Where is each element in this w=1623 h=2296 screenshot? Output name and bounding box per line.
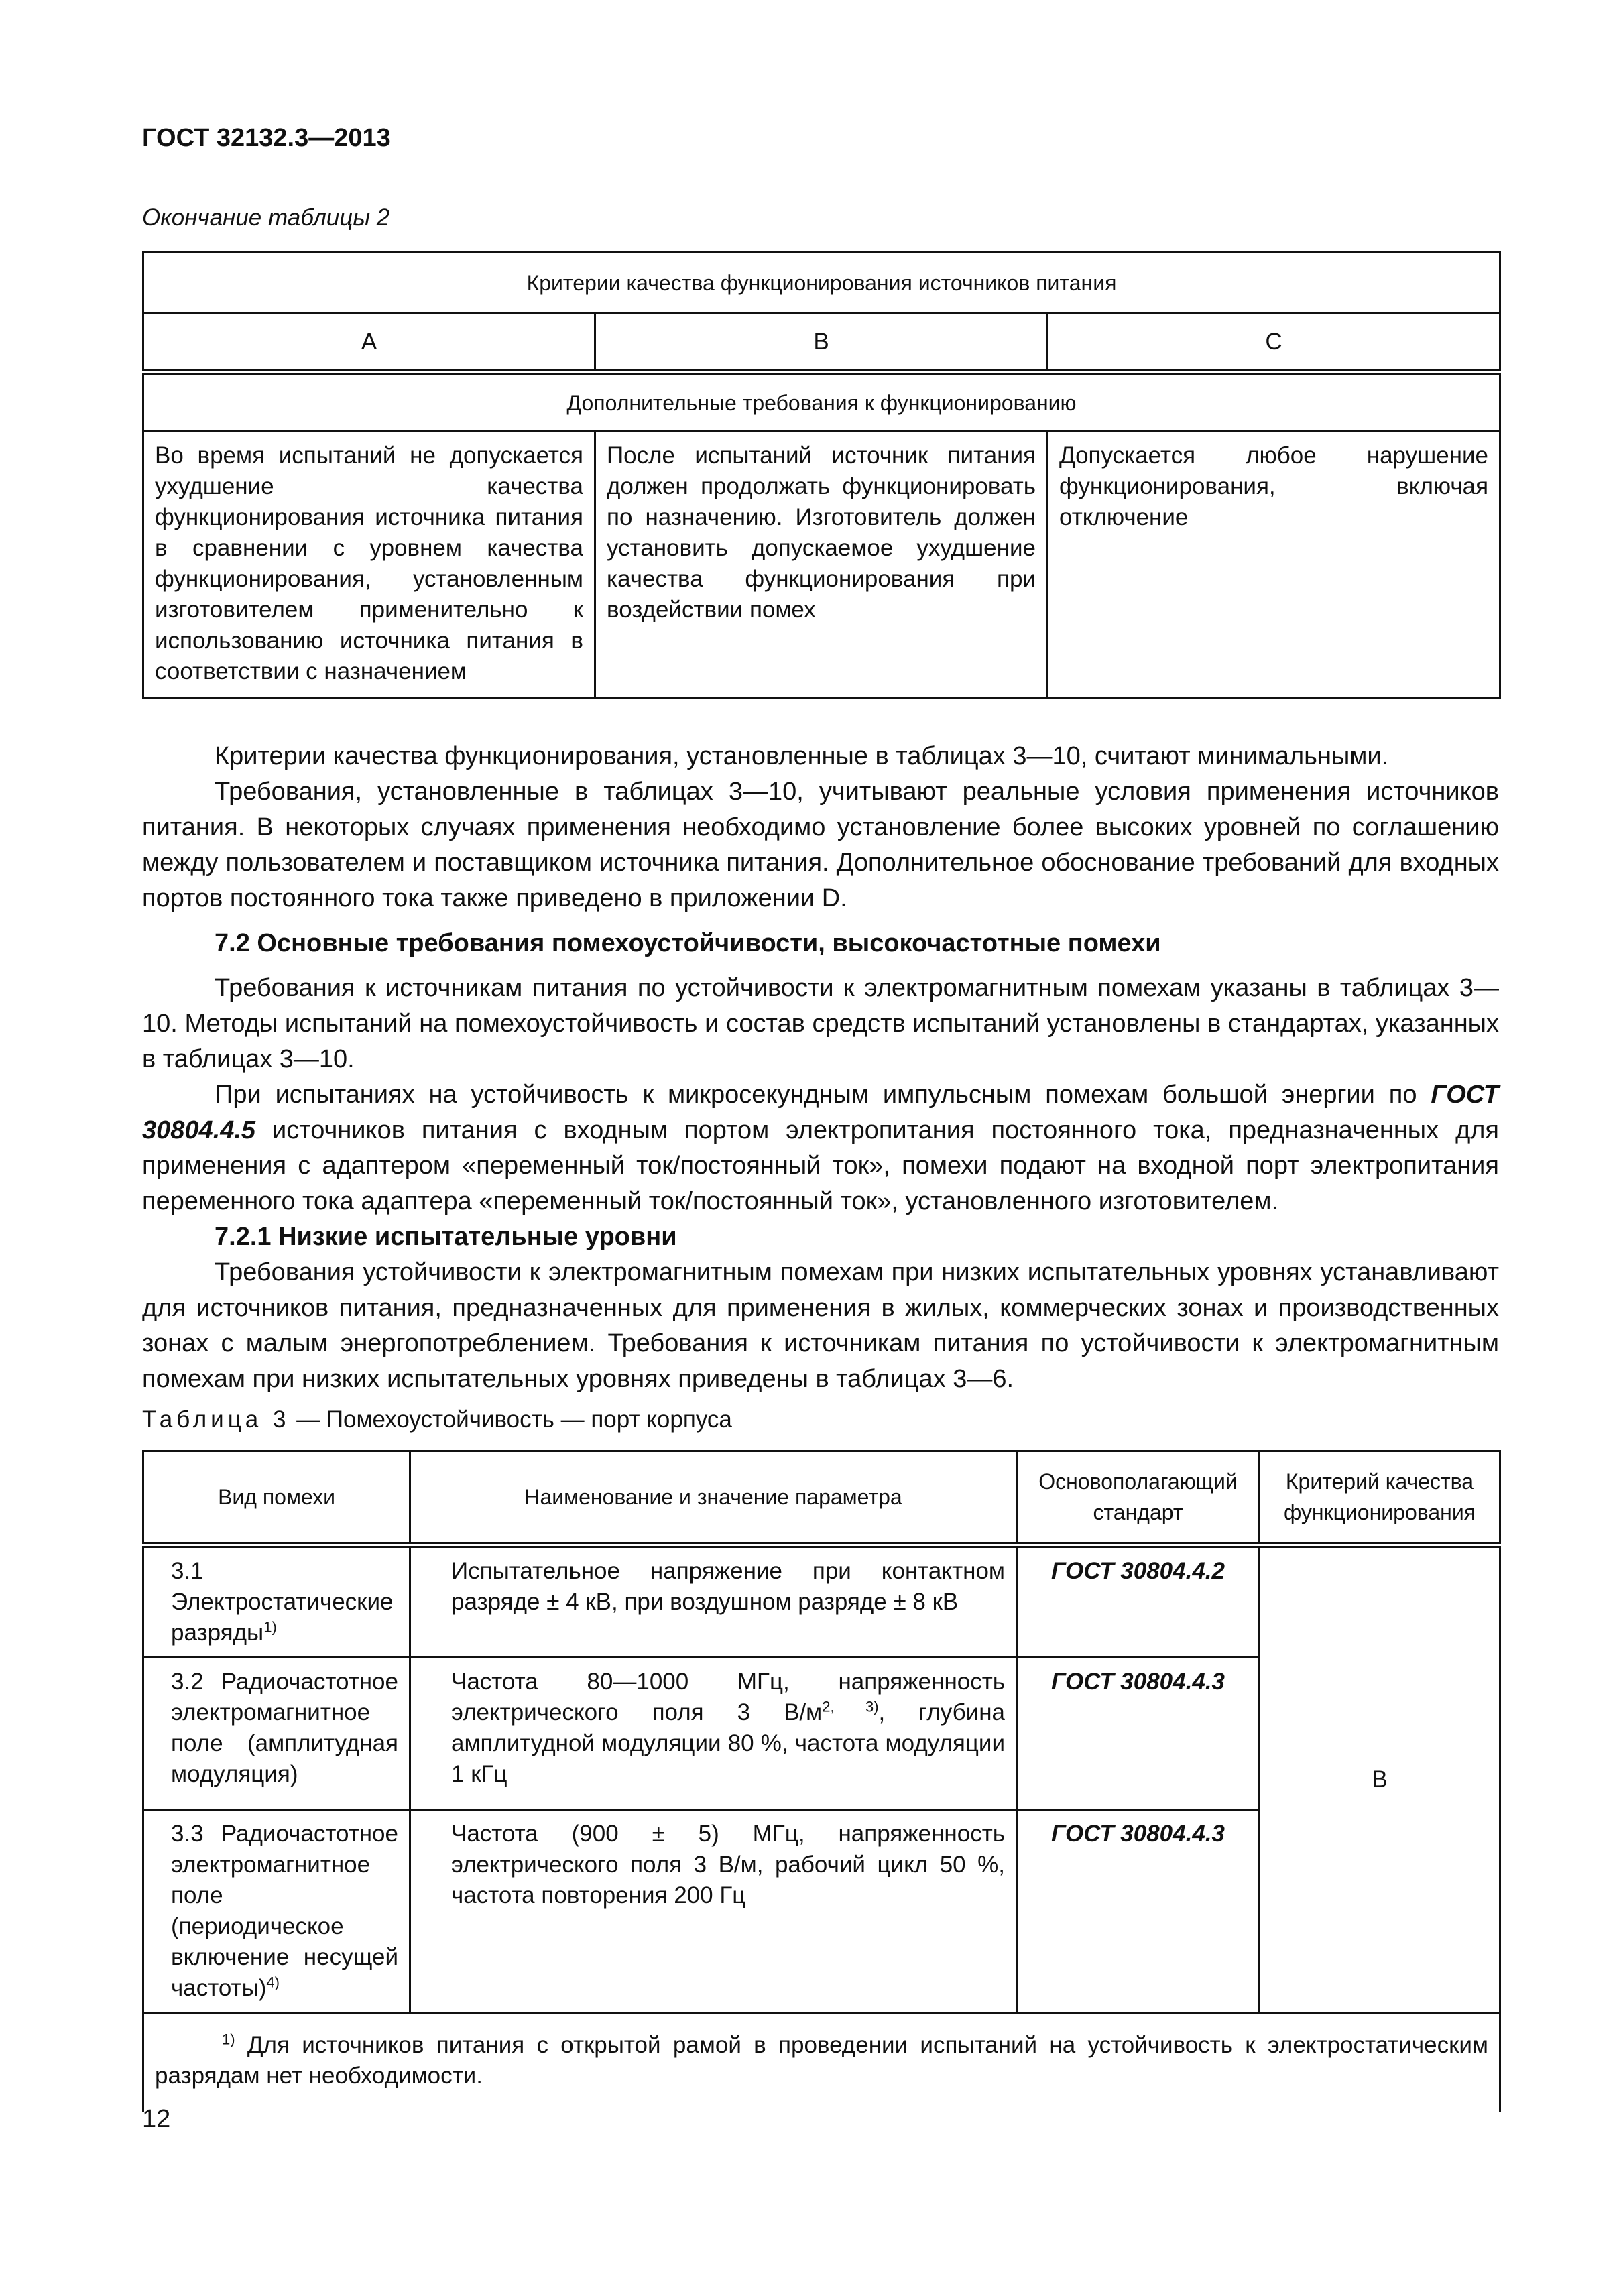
table2-column-b: B	[595, 314, 1048, 373]
table3-footnote: $^{1)}$ Для источников питания с открытой рамой в проведении испытаний на устойчивость к электростатическим разрядам нет необходимости.	[143, 2013, 1500, 2112]
table2-cell-a: Во время испытаний не допускается ухудшение качества функционирования источника питания в сравнении с уровнем качества функционирования, установленным изготовителем применительно к использованию источника питания в соответствии с назначением	[143, 432, 595, 698]
table3-kind-cell: 3.1 Электростатические разряды$^{1)}$	[143, 1545, 410, 1658]
table3-standard-cell: ГОСТ 30804.4.3	[1017, 1658, 1260, 1810]
table2-cell-c: Допускается любое нарушение функционирования, включая отключение	[1048, 432, 1500, 698]
table3-standard-cell: ГОСТ 30804.4.3	[1017, 1810, 1260, 2013]
document-header: ГОСТ 32132.3—2013	[142, 124, 391, 152]
table3-criterion-cell: B	[1260, 1545, 1500, 2013]
gost-reference: ГОСТ 30804.4.5	[142, 1081, 1499, 1144]
paragraph: Требования устойчивости к электромагнитным помехам при низких испытательных уровнях устанавливают для источников питания, предназначенных для применения в жилых, коммерческих зонах и производственных зонах с малым энергопотреблением. Требования к источникам питания по устойчивости к электромагнитным помехам при низких испытательных уровнях приведены в таблицах 3—6.	[142, 1258, 1499, 1393]
table2-caption: Окончание таблицы 2	[142, 204, 390, 231]
section-heading-7-2-1: 7.2.1 Низкие испытательные уровни	[215, 1223, 677, 1251]
table-2	[142, 251, 1501, 699]
table3-standard-cell: ГОСТ 30804.4.2	[1017, 1545, 1260, 1658]
table2-column-a: A	[143, 314, 595, 373]
table-3	[142, 1450, 1501, 2112]
body-section-1	[142, 739, 1499, 1397]
page-number: 12	[142, 2105, 171, 2133]
paragraph: Критерии качества функционирования, установленные в таблицах 3—10, считают минимальными.	[215, 742, 1389, 770]
table3-caption: Таблица 3 — Помехоустойчивость — порт корпуса	[142, 1406, 732, 1433]
table3-kind-cell: 3.3 Радиочастотное электромагнитное поле (периодическое включение несущей частоты)$^{4)}$	[143, 1810, 410, 2013]
paragraph: Требования к источникам питания по устойчивости к электромагнитным помехам указаны в таблицах 3—10. Методы испытаний на помехоустойчивость и состав средств испытаний установлены в стандартах, указанных в таблицах 3—10.	[142, 974, 1499, 1073]
table3-header-kind: Вид помехи	[143, 1451, 410, 1545]
table3-param-cell: Частота (900 ± 5) МГц, напряженность электрического поля 3 В/м, рабочий цикл 50 %, частота повторения 200 Гц	[410, 1810, 1017, 2013]
table2-header: Критерии качества функционирования источников питания	[143, 253, 1500, 314]
table3-param-cell: Частота 80—1000 МГц, напряженность электрического поля 3 $В/м^{2, 3)}$, глубина амплитудной модуляции 80 %, частота модуляции 1 кГц	[410, 1658, 1017, 1810]
section-heading-7-2: 7.2 Основные требования помехоустойчивости, высокочастотные помехи	[215, 929, 1161, 957]
table3-header-param: Наименование и значение параметра	[410, 1451, 1017, 1545]
table3-header-criterion: Критерий качества функционирования	[1260, 1451, 1500, 1545]
table3-header-standard: Основополагающий стандарт	[1017, 1451, 1260, 1545]
table3-kind-cell: 3.2 Радиочастотное электромагнитное поле (амплитудная модуляция)	[143, 1658, 410, 1810]
table3-param-cell: Испытательное напряжение при контактном разряде ± 4 кВ, при воздушном разряде ± 8 кВ	[410, 1545, 1017, 1658]
paragraph: При испытаниях на устойчивость к микросекундным импульсным помехам большой энергии по ГОСТ 30804.4.5 источников питания с входным портом электропитания постоянного тока, предназначенных для применения с адаптером «переменный ток/постоянный ток», помехи подают на входной порт электропитания переменного тока адаптера «переменный ток/постоянный ток», установленного изготовителем.	[142, 1081, 1499, 1215]
paragraph: Требования, установленные в таблицах 3—10, учитывают реальные условия применения источников питания. В некоторых случаях применения необходимо установление более высоких уровней по соглашению между пользователем и поставщиком источника питания. Дополнительное обоснование требований для входных портов постоянного тока также приведено в приложении D.	[142, 778, 1499, 912]
table-row	[143, 1545, 1500, 1658]
table2-column-c: C	[1048, 314, 1500, 373]
table2-subheader: Дополнительные требования к функционированию	[143, 373, 1500, 432]
table2-cell-b: После испытаний источник питания должен продолжать функционировать по назначению. Изготовитель должен установить допускаемое ухудшение качества функционирования при воздействии помех	[595, 432, 1048, 698]
document-page	[142, 0, 1499, 2296]
